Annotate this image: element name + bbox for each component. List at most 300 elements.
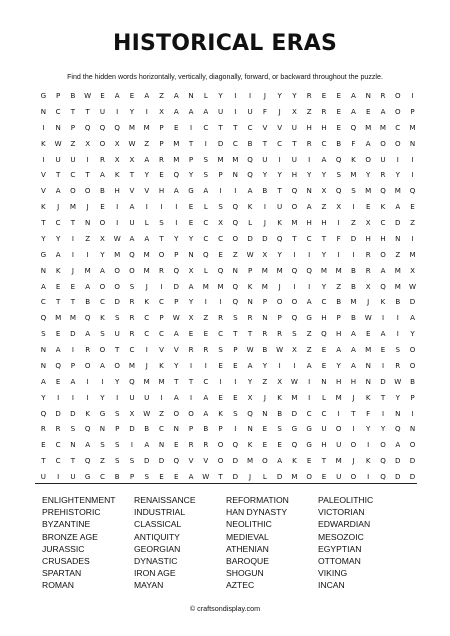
- grid-letter: Y: [366, 170, 371, 180]
- grid-letter: Y: [395, 392, 400, 402]
- grid-letter: J: [367, 297, 370, 307]
- grid-letter: J: [278, 281, 281, 291]
- grid-letter: D: [173, 281, 179, 291]
- grid-letter: B: [351, 313, 356, 323]
- grid-letter: T: [233, 329, 238, 339]
- grid-letter: O: [350, 472, 357, 481]
- grid-letter: E: [100, 91, 105, 100]
- grid-letter: D: [55, 408, 61, 418]
- grid-letter: U: [114, 329, 120, 339]
- grid-letter: P: [159, 122, 164, 132]
- grid-letter: B: [410, 376, 415, 386]
- grid-letter: I: [219, 376, 222, 386]
- grid-letter: L: [262, 472, 267, 481]
- grid-letter: E: [321, 360, 327, 370]
- grid-letter: A: [100, 265, 105, 275]
- grid-letter: U: [129, 218, 135, 227]
- grid-letter: L: [203, 91, 208, 100]
- grid-letter: Q: [84, 122, 91, 132]
- grid-letter: X: [85, 138, 91, 148]
- grid-letter: U: [277, 202, 283, 212]
- grid-letter: C: [203, 122, 209, 132]
- grid-letter: T: [41, 218, 46, 227]
- grid-letter: M: [409, 249, 416, 259]
- grid-letter: R: [306, 138, 312, 148]
- grid-letter: I: [367, 472, 370, 481]
- grid-letter: Y: [321, 249, 327, 259]
- grid-letter: X: [114, 154, 120, 164]
- grid-letter: A: [203, 408, 209, 418]
- word-list-item: NEOLITHIC: [226, 519, 272, 530]
- grid-letter: N: [395, 233, 401, 243]
- grid-letter: Y: [262, 360, 268, 370]
- grid-letter: A: [40, 281, 46, 291]
- grid-letter: I: [219, 186, 222, 196]
- grid-letter: J: [145, 360, 148, 370]
- grid-letter: Y: [410, 329, 415, 339]
- grid-letter: E: [262, 440, 268, 450]
- grid-letter: C: [55, 218, 61, 227]
- grid-letter: W: [128, 138, 136, 148]
- grid-letter: I: [396, 313, 399, 323]
- grid-letter: Y: [115, 376, 120, 386]
- grid-letter: H: [380, 233, 386, 243]
- grid-letter: E: [321, 345, 327, 354]
- grid-letter: Y: [100, 392, 105, 402]
- grid-letter: S: [129, 281, 135, 291]
- grid-letter: K: [144, 297, 150, 307]
- grid-letter: E: [55, 281, 61, 291]
- grid-letter: A: [247, 360, 253, 370]
- grid-letter: U: [217, 106, 224, 116]
- grid-letter: I: [293, 281, 296, 291]
- grid-letter: M: [365, 122, 372, 132]
- grid-letter: A: [336, 345, 342, 354]
- grid-letter: I: [352, 249, 355, 259]
- grid-letter: I: [204, 360, 207, 370]
- grid-letter: I: [42, 122, 45, 132]
- grid-letter: H: [336, 329, 342, 339]
- grid-letter: I: [337, 249, 340, 259]
- grid-letter: H: [306, 122, 312, 132]
- grid-letter: O: [394, 91, 401, 100]
- grid-letter: I: [160, 392, 163, 402]
- grid-letter: R: [129, 329, 135, 339]
- grid-letter: J: [57, 202, 60, 212]
- grid-letter: I: [71, 392, 74, 402]
- grid-letter: U: [336, 440, 342, 450]
- grid-letter: U: [321, 424, 327, 434]
- grid-letter: R: [365, 249, 371, 259]
- grid-letter: K: [247, 281, 253, 291]
- grid-letter: V: [159, 345, 164, 354]
- grid-letter: Q: [173, 265, 180, 275]
- grid-letter: I: [86, 249, 89, 259]
- grid-letter: O: [99, 138, 106, 148]
- grid-letter: J: [263, 91, 266, 100]
- footer: [0, 604, 450, 613]
- grid-letter: X: [100, 233, 105, 243]
- grid-letter: O: [99, 345, 106, 354]
- grid-letter: A: [306, 297, 312, 307]
- grid-letter: I: [337, 218, 340, 227]
- grid-letter: T: [70, 218, 76, 227]
- grid-letter: W: [54, 138, 62, 148]
- grid-letter: Z: [306, 329, 312, 339]
- grid-letter: C: [218, 329, 224, 339]
- grid-letter: E: [336, 91, 341, 100]
- grid-letter: U: [129, 392, 135, 402]
- grid-letter: B: [144, 424, 150, 434]
- grid-letter: N: [247, 424, 253, 434]
- grid-letter: N: [188, 249, 194, 259]
- grid-letter: N: [409, 138, 416, 148]
- copyright-icon: ©: [189, 604, 196, 613]
- grid-letter: K: [41, 138, 46, 148]
- grid-letter: C: [159, 329, 164, 339]
- grid-letter: Z: [306, 106, 312, 116]
- grid-letter: X: [336, 202, 342, 212]
- grid-letter: N: [70, 440, 76, 450]
- grid-letter: C: [395, 122, 401, 132]
- grid-letter: A: [114, 91, 120, 100]
- grid-letter: S: [292, 329, 297, 339]
- grid-letter: I: [175, 202, 178, 212]
- grid-letter: M: [217, 281, 224, 291]
- grid-letter: X: [129, 154, 135, 164]
- grid-letter: I: [86, 376, 89, 386]
- word-list-item: ATHENIAN: [226, 543, 269, 554]
- grid-letter: R: [380, 170, 386, 180]
- grid-letter: R: [395, 360, 401, 370]
- grid-letter: K: [365, 392, 371, 402]
- grid-letter: D: [247, 233, 253, 243]
- grid-letter: E: [55, 376, 61, 386]
- grid-letter: O: [84, 186, 91, 196]
- grid-letter: A: [380, 265, 386, 275]
- grid-letter: I: [352, 424, 355, 434]
- grid-letter: A: [351, 91, 356, 100]
- grid-letter: C: [321, 297, 327, 307]
- grid-letter: O: [291, 202, 298, 212]
- grid-letter: A: [351, 329, 356, 339]
- grid-letter: K: [351, 154, 356, 164]
- grid-letter: E: [218, 360, 223, 370]
- grid-letter: U: [336, 472, 342, 481]
- grid-letter: Q: [173, 170, 180, 180]
- grid-letter: Y: [277, 91, 282, 100]
- grid-letter: I: [293, 249, 296, 259]
- grid-letter: E: [174, 122, 179, 132]
- grid-letter: M: [143, 249, 150, 259]
- grid-letter: C: [247, 122, 253, 132]
- grid-letter: T: [292, 138, 297, 148]
- grid-letter: A: [247, 186, 253, 196]
- grid-letter: C: [70, 170, 76, 180]
- grid-letter: B: [262, 186, 268, 196]
- grid-letter: G: [84, 472, 91, 481]
- grid-letter: Q: [114, 122, 120, 132]
- grid-letter: I: [86, 392, 89, 402]
- grid-letter: B: [262, 345, 268, 354]
- grid-letter: N: [40, 106, 47, 116]
- grid-letter: S: [218, 345, 223, 354]
- grid-letter: A: [85, 440, 91, 450]
- grid-letter: X: [365, 281, 371, 291]
- grid-letter: E: [174, 440, 179, 450]
- grid-letter: W: [202, 472, 210, 481]
- grid-letter: Z: [336, 281, 342, 291]
- grid-letter: L: [321, 392, 326, 402]
- grid-letter: U: [70, 154, 76, 164]
- grid-letter: E: [159, 170, 164, 180]
- word-list-item: VIKING: [318, 568, 348, 579]
- grid-letter: O: [217, 440, 224, 450]
- grid-letter: D: [129, 424, 135, 434]
- grid-letter: I: [116, 202, 119, 212]
- grid-letter: C: [321, 138, 327, 148]
- grid-letter: X: [188, 313, 194, 323]
- grid-letter: H: [291, 170, 298, 180]
- grid-letter: Q: [380, 456, 386, 466]
- grid-letter: C: [129, 345, 135, 354]
- grid-letter: E: [336, 122, 341, 132]
- grid-letter: M: [202, 281, 209, 291]
- grid-letter: V: [40, 186, 46, 196]
- grid-letter: E: [233, 392, 238, 402]
- grid-letter: U: [380, 154, 386, 164]
- grid-letter: I: [160, 202, 163, 212]
- grid-letter: I: [130, 440, 134, 450]
- grid-letter: E: [336, 106, 341, 116]
- grid-letter: N: [40, 265, 47, 275]
- grid-letter: C: [306, 408, 312, 418]
- grid-letter: H: [365, 233, 371, 243]
- word-list-item: GEORGIAN: [134, 543, 181, 554]
- grid-letter: T: [159, 233, 164, 243]
- footer-url: craftsondisplay.com: [197, 604, 261, 613]
- word-list-item: MESOZOIC: [318, 531, 364, 542]
- grid-letter: O: [394, 106, 401, 116]
- grid-letter: W: [364, 313, 372, 323]
- grid-letter: O: [262, 456, 268, 466]
- grid-letter: O: [173, 408, 180, 418]
- grid-letter: T: [115, 345, 120, 354]
- grid-letter: H: [158, 186, 165, 196]
- grid-letter: H: [350, 376, 357, 386]
- grid-letter: E: [218, 392, 223, 402]
- grid-letter: K: [114, 170, 120, 180]
- grid-letter: M: [143, 265, 150, 275]
- grid-letter: Y: [218, 91, 223, 100]
- grid-letter: Q: [129, 249, 135, 259]
- grid-letter: V: [188, 456, 194, 466]
- grid-letter: Y: [174, 360, 179, 370]
- grid-letter: C: [203, 233, 209, 243]
- grid-letter: Z: [232, 249, 238, 259]
- grid-letter: M: [173, 154, 180, 164]
- grid-letter: I: [234, 424, 237, 434]
- grid-letter: I: [293, 360, 296, 370]
- grid-letter: D: [395, 218, 401, 227]
- grid-letter: C: [159, 297, 164, 307]
- grid-letter: Q: [232, 202, 239, 212]
- grid-letter: O: [232, 233, 239, 243]
- word-list-item: PALEOLITHIC: [318, 495, 374, 505]
- grid-letter: S: [395, 345, 401, 354]
- grid-letter: X: [247, 392, 253, 402]
- grid-letter: M: [394, 265, 401, 275]
- grid-letter: O: [114, 360, 120, 370]
- grid-letter: U: [144, 392, 150, 402]
- grid-letter: F: [351, 138, 356, 148]
- word-list-item: BRONZE AGE: [42, 531, 98, 542]
- grid-letter: W: [394, 376, 402, 386]
- grid-letter: G: [306, 424, 312, 434]
- word-list: [42, 494, 410, 592]
- grid-letter: T: [55, 297, 61, 307]
- grid-letter: P: [70, 360, 76, 370]
- word-list-item: PREHISTORIC: [42, 507, 101, 518]
- grid-letter: U: [70, 472, 76, 481]
- grid-letter: Y: [41, 233, 46, 243]
- grid-letter: I: [189, 392, 193, 402]
- grid-letter: A: [351, 345, 356, 354]
- grid-letter: I: [278, 154, 281, 164]
- grid-letter: M: [69, 202, 76, 212]
- grid-letter: A: [144, 91, 150, 100]
- grid-letter: D: [232, 472, 239, 481]
- grid-letter: S: [233, 313, 238, 323]
- grid-letter: K: [365, 456, 371, 466]
- grid-letter: P: [174, 297, 179, 307]
- grid-letter: R: [203, 345, 209, 354]
- grid-letter: N: [409, 424, 416, 434]
- grid-letter: I: [337, 408, 340, 418]
- grid-letter: Y: [380, 424, 386, 434]
- grid-letter: J: [71, 265, 74, 275]
- grid-letter: P: [277, 313, 282, 323]
- grid-letter: M: [394, 281, 401, 291]
- grid-letter: R: [40, 424, 46, 434]
- grid-letter: I: [234, 376, 237, 386]
- grid-letter: Z: [410, 218, 415, 227]
- grid-letter: I: [189, 122, 193, 132]
- grid-letter: I: [381, 313, 385, 323]
- word-list-item: REFORMATION: [226, 495, 289, 505]
- grid-letter: Q: [380, 186, 386, 196]
- grid-letter: A: [203, 392, 209, 402]
- grid-letter: S: [114, 313, 120, 323]
- grid-letter: V: [129, 186, 135, 196]
- grid-letter: E: [365, 106, 371, 116]
- grid-letter: Q: [335, 154, 342, 164]
- grid-letter: X: [277, 376, 283, 386]
- grid-letter: T: [70, 297, 76, 307]
- grid-letter: A: [380, 106, 386, 116]
- word-list-divider: [35, 483, 417, 484]
- grid-letter: H: [321, 440, 327, 450]
- grid-letter: H: [321, 313, 327, 323]
- grid-letter: Q: [335, 186, 342, 196]
- grid-letter: E: [188, 218, 194, 227]
- grid-letter: Y: [144, 170, 149, 180]
- grid-letter: B: [336, 297, 342, 307]
- grid-letter: Y: [306, 170, 312, 180]
- grid-letter: Q: [203, 249, 209, 259]
- grid-letter: E: [306, 456, 312, 466]
- grid-letter: I: [411, 408, 414, 418]
- grid-letter: O: [114, 265, 120, 275]
- grid-letter: Q: [55, 360, 61, 370]
- grid-letter: R: [218, 313, 224, 323]
- grid-letter: I: [42, 154, 45, 164]
- grid-letter: E: [55, 329, 61, 339]
- grid-letter: K: [380, 202, 386, 212]
- grid-letter: M: [365, 186, 372, 196]
- grid-letter: D: [409, 472, 416, 481]
- grid-letter: I: [396, 329, 399, 339]
- grid-letter: P: [218, 424, 223, 434]
- grid-letter: T: [262, 138, 268, 148]
- grid-letter: N: [321, 376, 327, 386]
- grid-letter: K: [277, 218, 282, 227]
- grid-letter: A: [203, 186, 209, 196]
- grid-letter: D: [350, 233, 357, 243]
- grid-letter: I: [57, 392, 60, 402]
- grid-letter: J: [352, 392, 355, 402]
- grid-letter: O: [158, 249, 165, 259]
- grid-letter: I: [234, 186, 237, 196]
- grid-letter: G: [99, 408, 106, 418]
- grid-letter: X: [159, 106, 164, 116]
- grid-letter: S: [41, 329, 46, 339]
- grid-letter: M: [128, 360, 136, 370]
- grid-letter: N: [262, 313, 268, 323]
- grid-letter: M: [261, 281, 268, 291]
- grid-letter: U: [291, 122, 297, 132]
- grid-letter: W: [246, 249, 254, 259]
- word-list-item: VICTORIAN: [318, 507, 365, 518]
- grid-letter: O: [394, 138, 401, 148]
- grid-letter: L: [203, 202, 208, 212]
- grid-letter: Z: [351, 218, 356, 227]
- grid-letter: U: [40, 472, 46, 481]
- grid-letter: P: [70, 122, 76, 132]
- grid-letter: J: [86, 202, 89, 212]
- grid-letter: D: [70, 329, 76, 339]
- grid-letter: M: [350, 297, 357, 307]
- grid-letter: C: [144, 313, 150, 323]
- grid-letter: N: [55, 122, 61, 132]
- grid-letter: O: [114, 281, 120, 291]
- grid-letter: I: [71, 249, 74, 259]
- grid-letter: I: [86, 154, 89, 164]
- grid-letter: A: [100, 360, 105, 370]
- grid-letter: A: [188, 281, 194, 291]
- grid-letter: O: [276, 297, 283, 307]
- grid-letter: D: [217, 138, 224, 148]
- grid-letter: I: [234, 106, 237, 116]
- grid-letter: A: [277, 456, 283, 466]
- grid-letter: E: [188, 202, 194, 212]
- grid-letter: Z: [395, 249, 401, 259]
- grid-letter: E: [100, 202, 105, 212]
- grid-letter: M: [291, 392, 298, 402]
- grid-letter: V: [40, 170, 46, 180]
- grid-letter: W: [113, 233, 121, 243]
- grid-letter: T: [380, 392, 386, 402]
